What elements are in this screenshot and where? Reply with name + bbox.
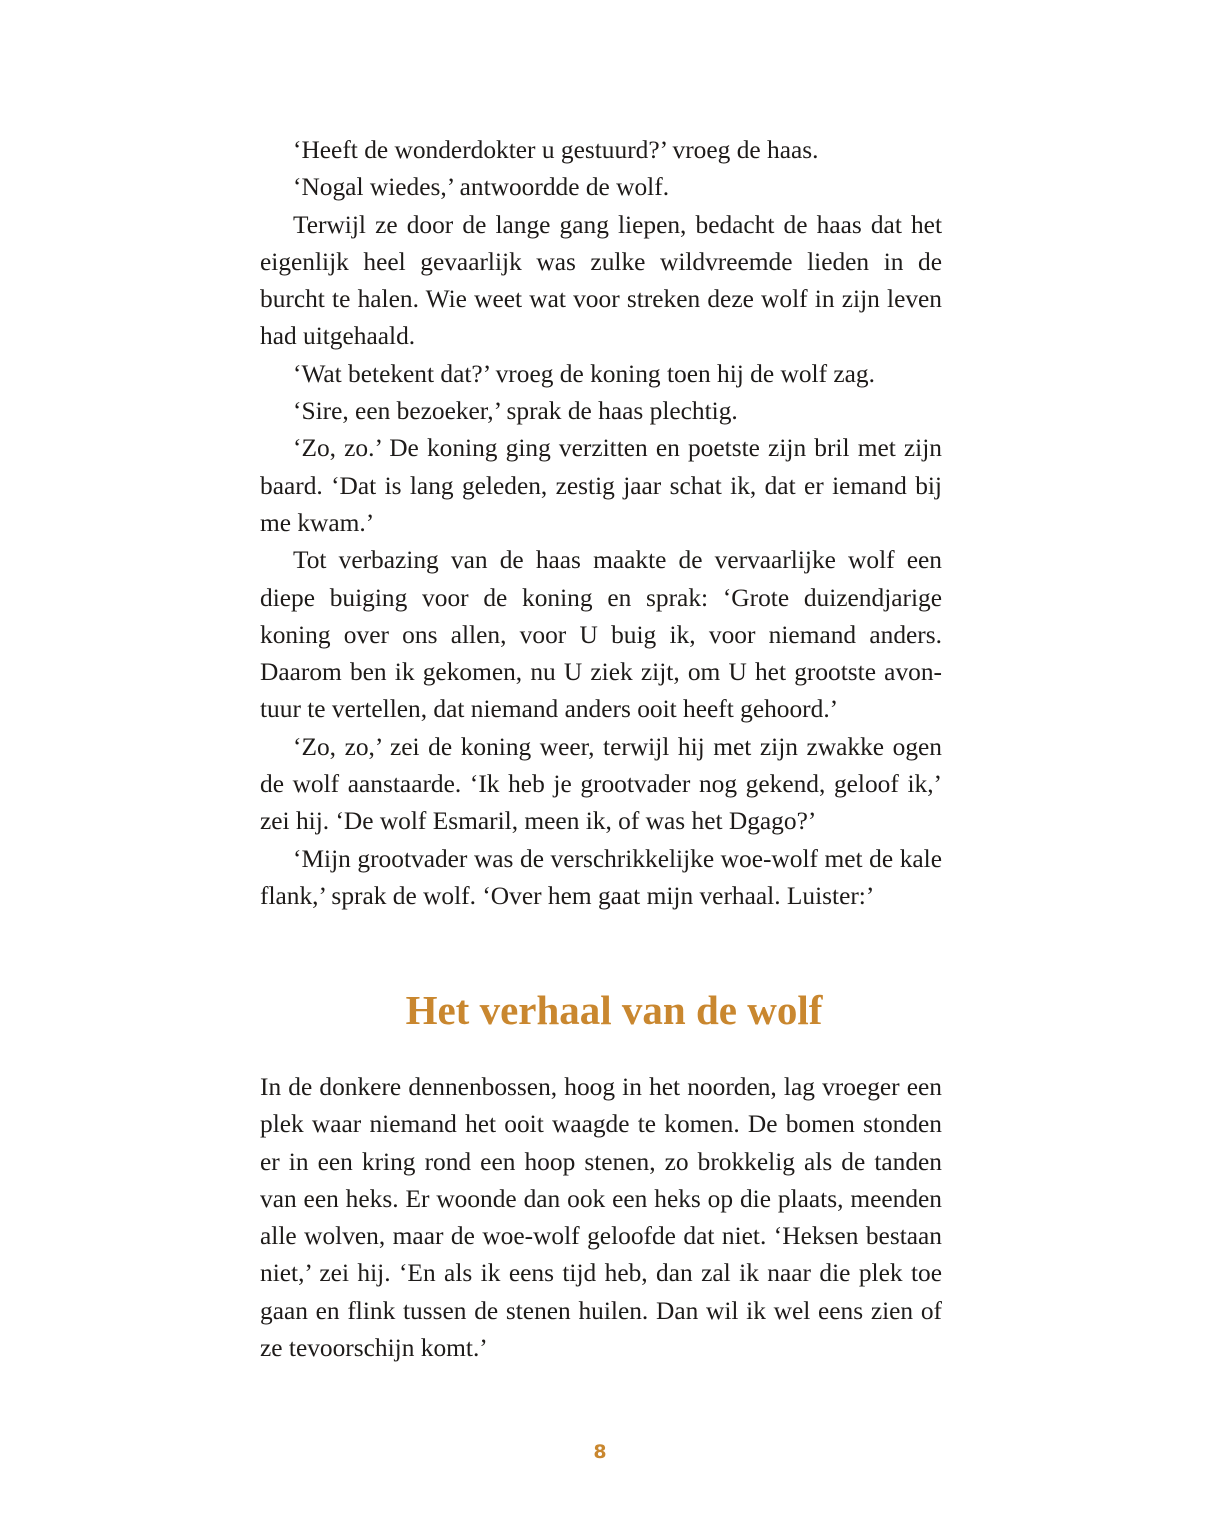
paragraph: Tot verbazing van de haas maakte de vervaarlijke wolf een diepe buiging voor de koning en sprak: ‘Grote duizendjarige koning over ons allen, voor U buig ik, voor niemand anders. Daarom ben ik gekomen, nu U ziek zijt, om U het grootste avontuur te vertellen, dat niemand anders ooit heeft gehoord.’ [260,546,942,724]
paragraph: ‘Zo, zo.’ De koning ging verzitten en poetste zijn bril met zijn baard. ‘Dat is lang geleden, zestig jaar schat ik, dat er iemand bij me kwam.’ [260,434,942,537]
paragraph: ‘Heeft de wonderdokter u gestuurd?’ vroeg de haas. [293,136,819,164]
paragraph: Terwijl ze door de lange gang liepen, bedacht de haas dat het eigenlijk heel gevaarlijk was zulke wildvreemde lieden in de burcht te halen. Wie weet wat voor streken deze wolf in zijn leven had uitgehaald. [260,210,942,351]
chapter-title: Het verhaal van de wolf [405,987,823,1033]
story-text-top [260,132,942,915]
paragraph: ‘Zo, zo,’ zei de koning weer, terwijl hij met zijn zwakke ogen de wolf aanstaarde. ‘Ik heb je grootvader nog gekend, geloof ik,’ zei hij. ‘De wolf Esmaril, meen ik, of was het Dgago?’ [260,732,942,836]
page-number: 8 [593,1441,607,1463]
story-text-bottom [260,1069,942,1367]
paragraph: ‘Mijn grootvader was de verschrikkelijke woe-wolf met de kale flank,’ sprak de wolf. ‘Over hem gaat mijn verhaal. Luister:’ [260,844,942,910]
paragraph: ‘Sire, een bezoeker,’ sprak de haas plechtig. [293,397,738,426]
paragraph: ‘Nogal wiedes,’ antwoordde de wolf. [293,173,670,202]
paragraph: In de donkere dennenbossen, hoog in het noorden, lag vroeger een plek waar niemand het ooit waagde te komen. De bomen stonden er in een kring rond een hoop stenen, zo brokkelig als de tanden van een heks. Er woonde dan ook een heks op die plaats, meenden alle wolven, maar de woe-wolf geloofde dat niet. ‘Heksen bestaan niet,’ zei hij. ‘En als ik eens tijd heb, dan zal ik naar die plek toe gaan en flink tussen de stenen huilen. Dan wil ik wel eens zien of ze tevoorschijn komt.’ [260,1073,942,1363]
paragraph: ‘Wat betekent dat?’ vroeg de koning toen hij de wolf zag. [293,359,875,388]
